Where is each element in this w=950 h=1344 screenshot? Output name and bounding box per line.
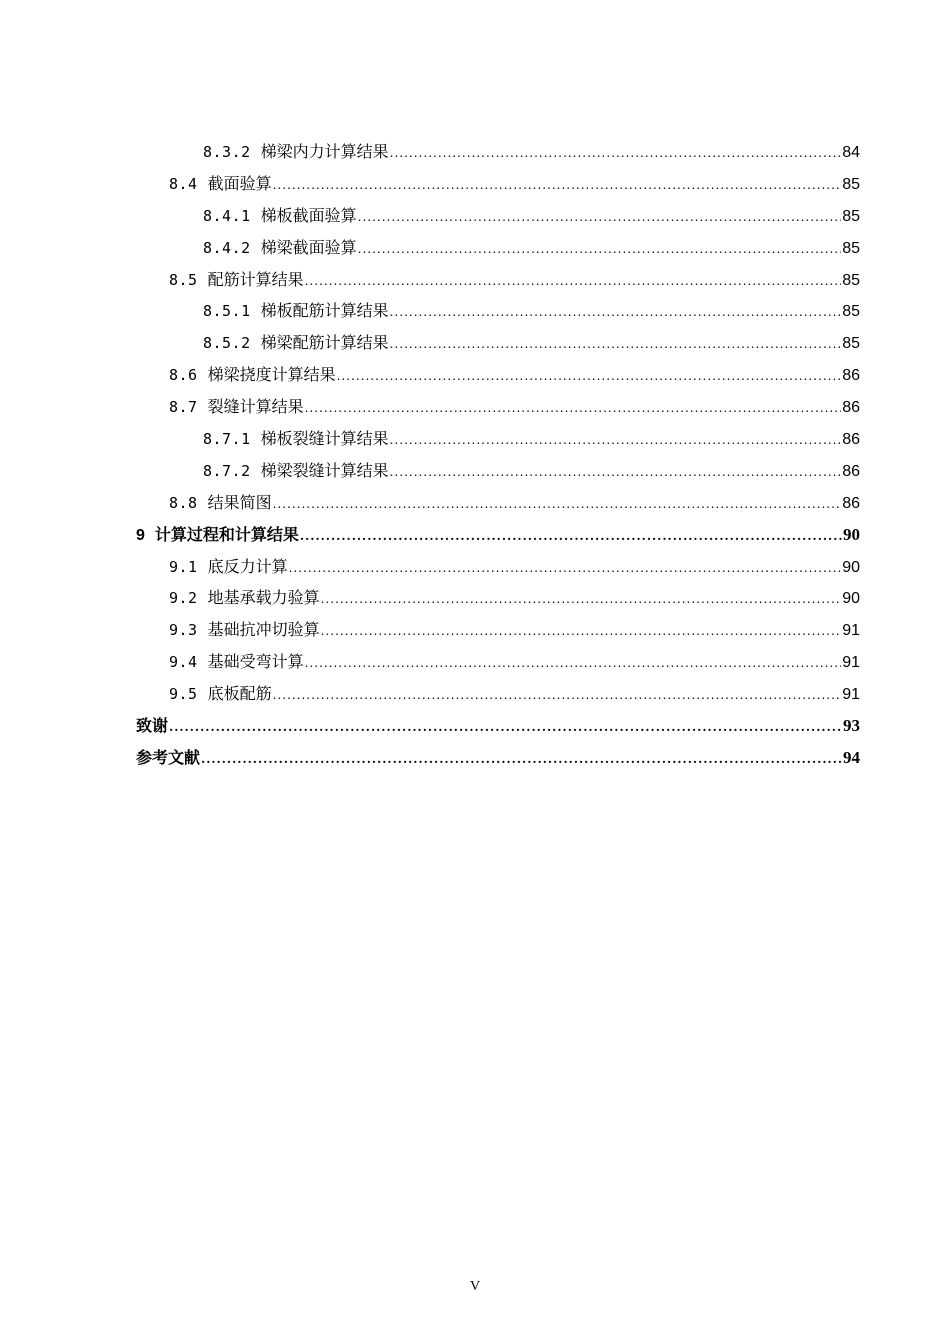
toc-entry-page: 85 — [842, 335, 860, 353]
toc-entry-label: 底板配筋 — [207, 684, 272, 704]
toc-entry-label: 参考文献 — [136, 747, 201, 767]
toc-entry-page: 86 — [842, 399, 860, 417]
toc-entry-label: 梯梁截面验算 — [260, 237, 357, 257]
toc-entry-number: 8.6 — [169, 366, 198, 385]
toc-entry-number: 8.4.2 — [203, 238, 251, 257]
toc-entry-number: 8.8 — [169, 493, 198, 512]
toc-entry[interactable] — [136, 331, 860, 363]
toc-entry-page: 86 — [842, 367, 860, 385]
toc-entry[interactable] — [136, 236, 860, 268]
toc-dot-leader — [289, 556, 842, 580]
page-number: V — [469, 1279, 481, 1294]
toc-entry-label: 梯板截面验算 — [260, 205, 357, 225]
toc-entry-label: 底反力计算 — [207, 556, 288, 576]
toc-entry-label: 地基承载力验算 — [207, 588, 320, 608]
toc-entry-page: 85 — [842, 207, 860, 225]
toc-entry-number: 8.5.1 — [203, 302, 251, 321]
toc-dot-leader — [273, 173, 842, 197]
toc-entry-number: 8.7.1 — [203, 430, 251, 449]
toc-entry-page: 91 — [842, 654, 860, 672]
toc-dot-leader — [337, 364, 842, 388]
toc-entry-label: 裂缝计算结果 — [207, 397, 304, 417]
toc-entry-page: 85 — [842, 239, 860, 257]
toc-entry-number: 8.4 — [169, 174, 198, 193]
toc-entry-page: 86 — [842, 494, 860, 512]
toc-dot-leader — [305, 651, 842, 675]
toc-entry-number: 9.3 — [169, 621, 198, 640]
toc-dot-leader — [305, 396, 842, 420]
toc-entry-page: 93 — [843, 716, 860, 736]
toc-entry[interactable] — [136, 555, 860, 587]
toc-entry-page: 84 — [842, 144, 860, 161]
toc-entry-page: 90 — [842, 558, 860, 576]
toc-dot-leader — [273, 683, 842, 707]
toc-entry-label: 梯梁挠度计算结果 — [207, 365, 336, 385]
toc-dot-leader — [201, 747, 842, 771]
toc-dot-leader — [390, 460, 842, 484]
toc-entry[interactable] — [136, 682, 860, 714]
toc-entry[interactable] — [136, 395, 860, 427]
toc-entry[interactable] — [136, 140, 860, 172]
toc-entry-number: 9.2 — [169, 589, 198, 608]
toc-entry[interactable] — [136, 618, 860, 650]
toc-entry-label: 梯梁裂缝计算结果 — [260, 460, 389, 480]
toc-entry[interactable] — [136, 586, 860, 618]
toc-entry[interactable] — [136, 650, 860, 682]
toc-entry-label: 梯梁配筋计算结果 — [260, 333, 389, 353]
toc-entry-label: 基础抗冲切验算 — [207, 620, 320, 640]
toc-entry-label: 梯梁内力计算结果 — [260, 142, 389, 161]
toc-entry-label: 截面验算 — [207, 173, 272, 193]
toc-entry[interactable] — [136, 459, 860, 491]
toc-dot-leader — [390, 332, 842, 356]
toc-entry[interactable] — [136, 363, 860, 395]
toc-dot-leader — [358, 237, 842, 261]
toc-entry-page: 94 — [843, 747, 860, 767]
toc-entry-label: 基础受弯计算 — [207, 652, 304, 672]
table-of-contents — [136, 140, 860, 778]
toc-entry-number: 8.7 — [169, 398, 198, 417]
toc-references-entry[interactable] — [136, 746, 860, 778]
toc-entry-number: 9 — [136, 526, 145, 544]
toc-dot-leader — [358, 205, 842, 229]
toc-entry-label: 结果简图 — [207, 492, 272, 512]
toc-chapter-entry[interactable] — [136, 523, 860, 555]
toc-entry[interactable] — [136, 491, 860, 523]
toc-entry[interactable] — [136, 172, 860, 204]
toc-entry-page: 91 — [842, 622, 860, 640]
toc-entry-page: 91 — [842, 686, 860, 704]
toc-entry[interactable] — [136, 204, 860, 236]
toc-entry-number: 8.5.2 — [203, 334, 251, 353]
toc-dot-leader — [390, 300, 842, 324]
toc-entry-number: 9.4 — [169, 653, 198, 672]
toc-entry-page: 85 — [842, 175, 860, 193]
toc-entry-page: 86 — [842, 431, 860, 449]
toc-entry[interactable] — [136, 268, 860, 300]
toc-entry[interactable] — [136, 427, 860, 459]
toc-dot-leader — [321, 619, 842, 643]
toc-entry-page: 86 — [842, 462, 860, 480]
toc-entry-number: 9.5 — [169, 685, 198, 704]
toc-entry-number: 8.7.2 — [203, 461, 251, 480]
toc-entry-page: 90 — [842, 590, 860, 608]
toc-entry-number: 8.3.2 — [203, 143, 251, 161]
toc-dot-leader — [321, 587, 842, 611]
toc-entry-page: 85 — [842, 271, 860, 289]
toc-dot-leader — [305, 269, 842, 293]
toc-entry-page: 85 — [842, 303, 860, 321]
toc-entry-label: 致谢 — [136, 716, 169, 736]
toc-dot-leader — [169, 715, 842, 739]
toc-entry-page: 90 — [843, 524, 860, 544]
toc-entry-number: 8.5 — [169, 270, 198, 289]
toc-dot-leader — [273, 492, 842, 516]
toc-entry-number: 8.4.1 — [203, 206, 251, 225]
toc-acknowledgement-entry[interactable] — [136, 714, 860, 746]
toc-entry-number: 9.1 — [169, 557, 198, 576]
toc-dot-leader — [390, 141, 842, 165]
toc-entry-label: 配筋计算结果 — [207, 269, 304, 289]
toc-dot-leader — [300, 524, 842, 548]
toc-entry-label: 梯板配筋计算结果 — [260, 301, 389, 321]
toc-entry-label: 梯板裂缝计算结果 — [260, 429, 389, 449]
toc-entry-label: 计算过程和计算结果 — [154, 524, 299, 544]
toc-entry[interactable] — [136, 299, 860, 331]
toc-dot-leader — [390, 428, 842, 452]
